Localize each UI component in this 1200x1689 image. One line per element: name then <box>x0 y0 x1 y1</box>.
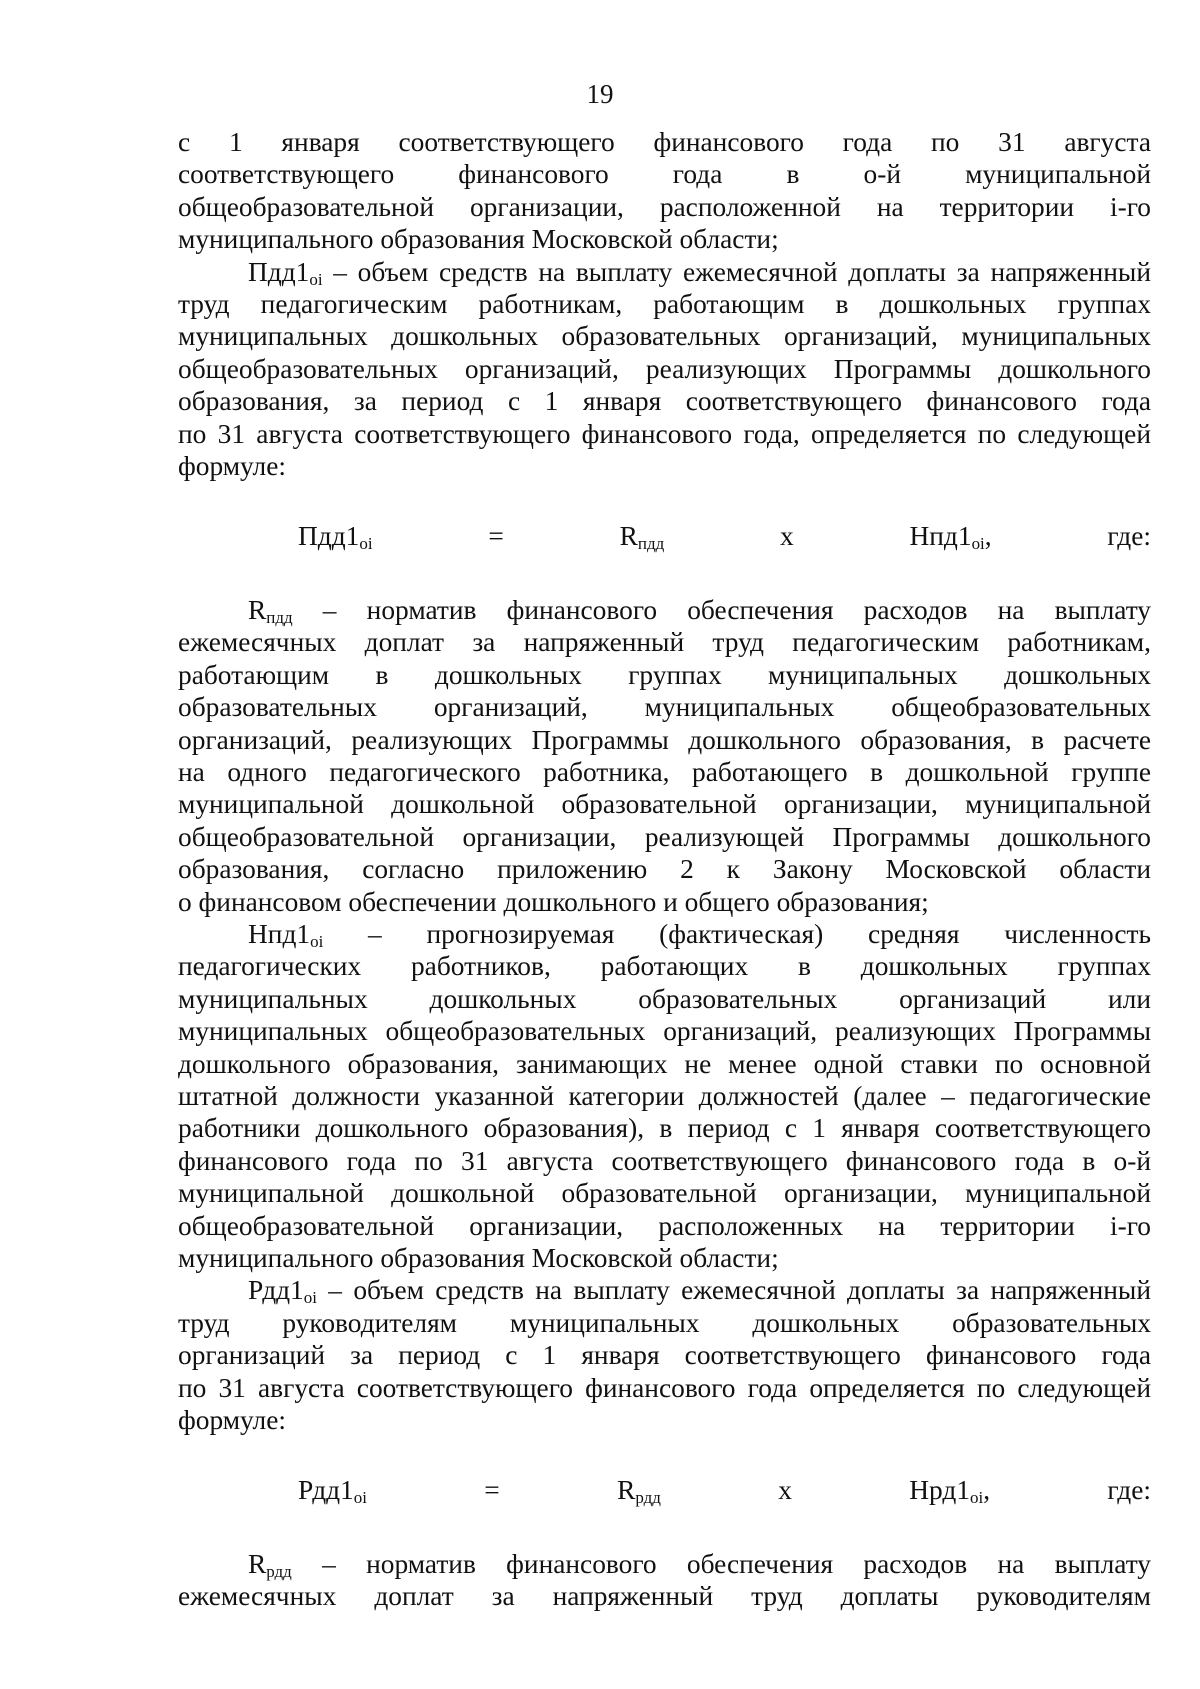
text-line: общеобразовательных организаций, реализующих Программы дошкольного <box>178 353 1151 384</box>
text-line: муниципальной дошкольной образовательной организации, муниципальной <box>178 1178 1151 1209</box>
text-line: муниципальных дошкольных образовательных организаций или <box>178 983 1151 1014</box>
text-line: соответствующего финансового года в о-й муниципальной <box>178 159 1151 190</box>
symbol: Пдд1 <box>248 256 310 287</box>
text-line: формуле: <box>178 451 286 482</box>
text-line: дошкольного образования, занимающих не менее одной ставки по основной <box>178 1048 1151 1079</box>
text-line: образования, за период с 1 января соответствующего финансового года <box>178 386 1151 417</box>
text-line: муниципальной дошкольной образовательной организации, муниципальной <box>178 789 1151 820</box>
formula-subscript: oi <box>970 1488 984 1508</box>
formula <box>178 1474 1151 1506</box>
text-line: работники дошкольного образования), в период с 1 января соответствующего <box>178 1113 1151 1144</box>
text-line: с 1 января соответствующего финансового года по 31 августа <box>178 127 1151 157</box>
text-line: ежемесячных доплат за напряженный труд доплаты руководителям <box>178 1581 1151 1612</box>
text-line: организаций, реализующих Программы дошкольного образования, в расчете <box>178 724 1151 755</box>
definition-line <box>178 1548 1151 1580</box>
symbol: Рдд1 <box>248 1275 304 1306</box>
text-line: педагогических работников, работающих в дошкольных группах <box>178 951 1151 982</box>
text-line: ежемесячных доплат за напряженный труд педагогическим работникам, <box>178 627 1151 658</box>
text-line: организаций за период с 1 января соответствующего финансового года <box>178 1340 1151 1371</box>
text-line: образования, согласно приложению 2 к Закону Московской области <box>178 854 1151 885</box>
definition-text: – норматив финансового обеспечения расходов на выплату <box>292 594 1151 625</box>
definition-text: – прогнозируемая (фактическая) средняя численность <box>323 918 1151 949</box>
formula-term: x Нпд1 <box>664 521 972 552</box>
definition-text: – объем средств на выплату ежемесячной доплаты за напряженный <box>316 1275 1151 1306</box>
formula-term: = R <box>366 1475 636 1506</box>
formula-term: , где: <box>983 1475 1151 1506</box>
symbol-subscript: oi <box>303 1288 317 1308</box>
formula-term: Пдд1 <box>298 521 360 552</box>
symbol: R <box>248 594 267 625</box>
text-line: муниципальных дошкольных образовательных организаций, муниципальных <box>178 321 1151 352</box>
definition-line <box>178 1274 1151 1306</box>
text-line: работающим в дошкольных группах муниципальных дошкольных <box>178 659 1151 690</box>
text-line: по 31 августа соответствующего финансового года определяется по следующей <box>178 1372 1151 1403</box>
formula-subscript: рдд <box>635 1488 661 1508</box>
text-line: штатной должности указанной категории должностей (далее – педагогические <box>178 1080 1151 1111</box>
document-body <box>178 126 1151 1613</box>
formula-subscript: oi <box>353 1488 367 1508</box>
text-line: труд руководителям муниципальных дошкольных образовательных <box>178 1307 1151 1338</box>
formula-term: x Нрд1 <box>660 1475 971 1506</box>
formula-subscript: oi <box>359 534 373 554</box>
text-line: муниципального образования Московской области; <box>178 224 779 255</box>
formula-term: , где: <box>984 521 1151 552</box>
text-line: труд педагогическим работникам, работающим в дошкольных группах <box>178 289 1151 320</box>
symbol-subscript: oi <box>309 269 323 289</box>
text-line: общеобразовательной организации, реализующей Программы дошкольного <box>178 821 1151 852</box>
definition-text: – объем средств на выплату ежемесячной доплаты за напряженный <box>322 256 1151 287</box>
formula-term: Рдд1 <box>298 1475 354 1506</box>
text-line: о финансовом обеспечении дошкольного и общего образования; <box>178 886 929 917</box>
text-line: общеобразовательной организации, расположенной на территории i-го <box>178 191 1151 222</box>
formula-subscript: oi <box>971 534 985 554</box>
text-line: на одного педагогического работника, работающего в дошкольной группе <box>178 756 1151 787</box>
text-line: муниципальных общеобразовательных организаций, реализующих Программы <box>178 1016 1151 1047</box>
definition-line <box>178 594 1151 626</box>
definition-line <box>178 918 1151 950</box>
text-line: муниципального образования Московской области; <box>178 1243 779 1273</box>
text-line: общеобразовательной организации, расположенных на территории i-го <box>178 1210 1151 1241</box>
page-number: 19 <box>586 79 614 109</box>
text-line: формуле: <box>178 1405 286 1436</box>
symbol: R <box>248 1548 267 1579</box>
text-line: образовательных организаций, муниципальных общеобразовательных <box>178 692 1151 723</box>
formula-term: = R <box>372 521 638 552</box>
definition-text: – норматив финансового обеспечения расходов на выплату <box>291 1548 1151 1579</box>
formula <box>178 520 1151 552</box>
definition-line <box>178 256 1151 288</box>
symbol-subscript: рдд <box>266 1562 292 1582</box>
symbol-subscript: oi <box>310 932 324 952</box>
text-line: финансового года по 31 августа соответствующего финансового года в о-й <box>178 1145 1151 1176</box>
symbol-subscript: пдд <box>266 608 293 628</box>
formula-subscript: пдд <box>637 534 665 554</box>
symbol: Нпд1 <box>248 918 311 949</box>
text-line: по 31 августа соответствующего финансового года, определяется по следующей <box>178 418 1151 449</box>
